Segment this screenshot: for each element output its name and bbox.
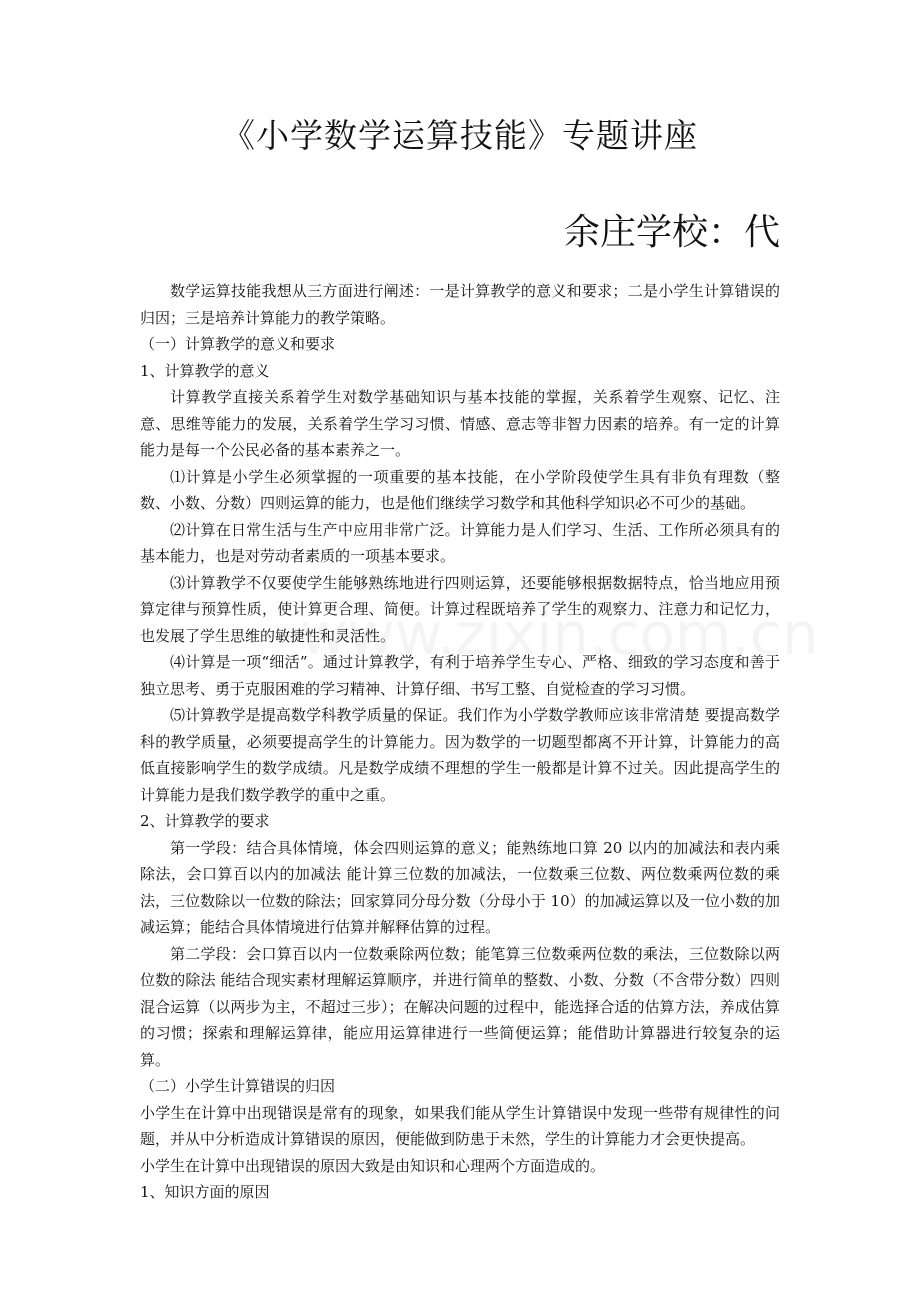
paragraph: 小学生在计算中出现错误的原因大致是由知识和心理两个方面造成的。 [140, 1156, 606, 1175]
paragraph: 小学生在计算中出现错误是常有的现象，如果我们能从学生计算错误中发现一些带有规律性的问题，并从中分析造成计算错误的原因，便能做到防患于未然，学生的计算能力才会更快提高。 [140, 1103, 780, 1148]
paragraph: 计算教学直接关系着学生对数学基础知识与基本技能的掌握，关系着学生观察、记忆、注意、思维等能力的发展，关系着学生学习习惯、情感、意志等非智力因素的培养。有一定的计算能力是每一个公民必备的基本素养之一。 [140, 388, 780, 459]
list-item: ⑴计算是小学生必须掌握的一项重要的基本技能，在小学阶段使学生具有非负有理数（整数、小数、分数）四则运算的能力，也是他们继续学习数学和其他科学知识必不可少的基础。 [140, 467, 780, 512]
list-item: ⑵计算在日常生活与生产中应用非常广泛。计算能力是人们学习、生活、工作所必须具有的基本能力，也是对劳动者素质的一项基本要求。 [140, 520, 780, 565]
subsection-heading-1: 1、计算教学的意义 [140, 361, 270, 380]
list-item: ⑷计算是一项“细活”。通过计算教学，有利于培养学生专心、严格、细致的学习态度和善于独立思考、勇于克服困难的学习精神、计算仔细、书写工整、自觉检查的学习习惯。 [140, 653, 780, 698]
paragraph: 第一学段：结合具体情境，体会四则运算的意义；能熟练地口算 20 以内的加减法和表内乘除法，会口算百以内的加减法 能计算三位数的加减法，一位数乘三位数、两位数乘两位数的乘法，三位数除以一位数的除法；回家算同分母分数（分母小于 10）的加减运算以及一位小数的加减运算；能结合具体情境进行估算并解释估算的过程。 [140, 838, 780, 936]
subsection-heading-2: 2、计算教学的要求 [140, 812, 270, 830]
section-heading-1: （一）计算教学的意义和要求 [140, 335, 336, 353]
document-body [140, 278, 780, 1206]
intro-paragraph: 数学运算技能我想从三方面进行阐述：一是计算教学的意义和要求；二是小学生计算错误的归因；三是培养计算能力的教学策略。 [140, 282, 780, 327]
list-item: ⑸计算教学是提高数学科教学质量的保证。我们作为小学数学教师应该非常清楚 要提高数学科的教学质量，必须要提高学生的计算能力。因为数学的一切题型都离不开计算，计算能力的高低直接影响学生的数学成绩。凡是数学成绩不理想的学生一般都是计算不过关。因此提高学生的计算能力是我们数学教学的重中之重。 [140, 706, 780, 804]
paragraph: 第二学段：会口算百以内一位数乘除两位数；能笔算三位数乘两位数的乘法，三位数除以两位数的除法 能结合现实素材理解运算顺序，并进行简单的整数、小数、分数（不含带分数）四则混合运算（以两步为主，不超过三步）；在解决问题的过程中，能选择合适的估算方法，养成估算的习惯；探索和理解运算律，能应用运算律进行一些简便运算；能借助计算器进行较复杂的运算。 [140, 944, 780, 1069]
author-line: 余庄学校：代 [563, 212, 780, 253]
list-item: ⑶计算教学不仅要使学生能够熟练地进行四则运算，还要能够根据数据特点，恰当地应用预算定律与预算性质，使计算更合理、简便。计算过程既培养了学生的观察力、注意力和记忆力，也发展了学生思维的敏捷性和灵活性。 [140, 573, 780, 645]
document-title: 《小学数学运算技能》专题讲座 [222, 116, 698, 155]
subsection-heading-3: 1、知识方面的原因 [140, 1183, 270, 1201]
section-heading-2: （二）小学生计算错误的归因 [140, 1077, 336, 1095]
